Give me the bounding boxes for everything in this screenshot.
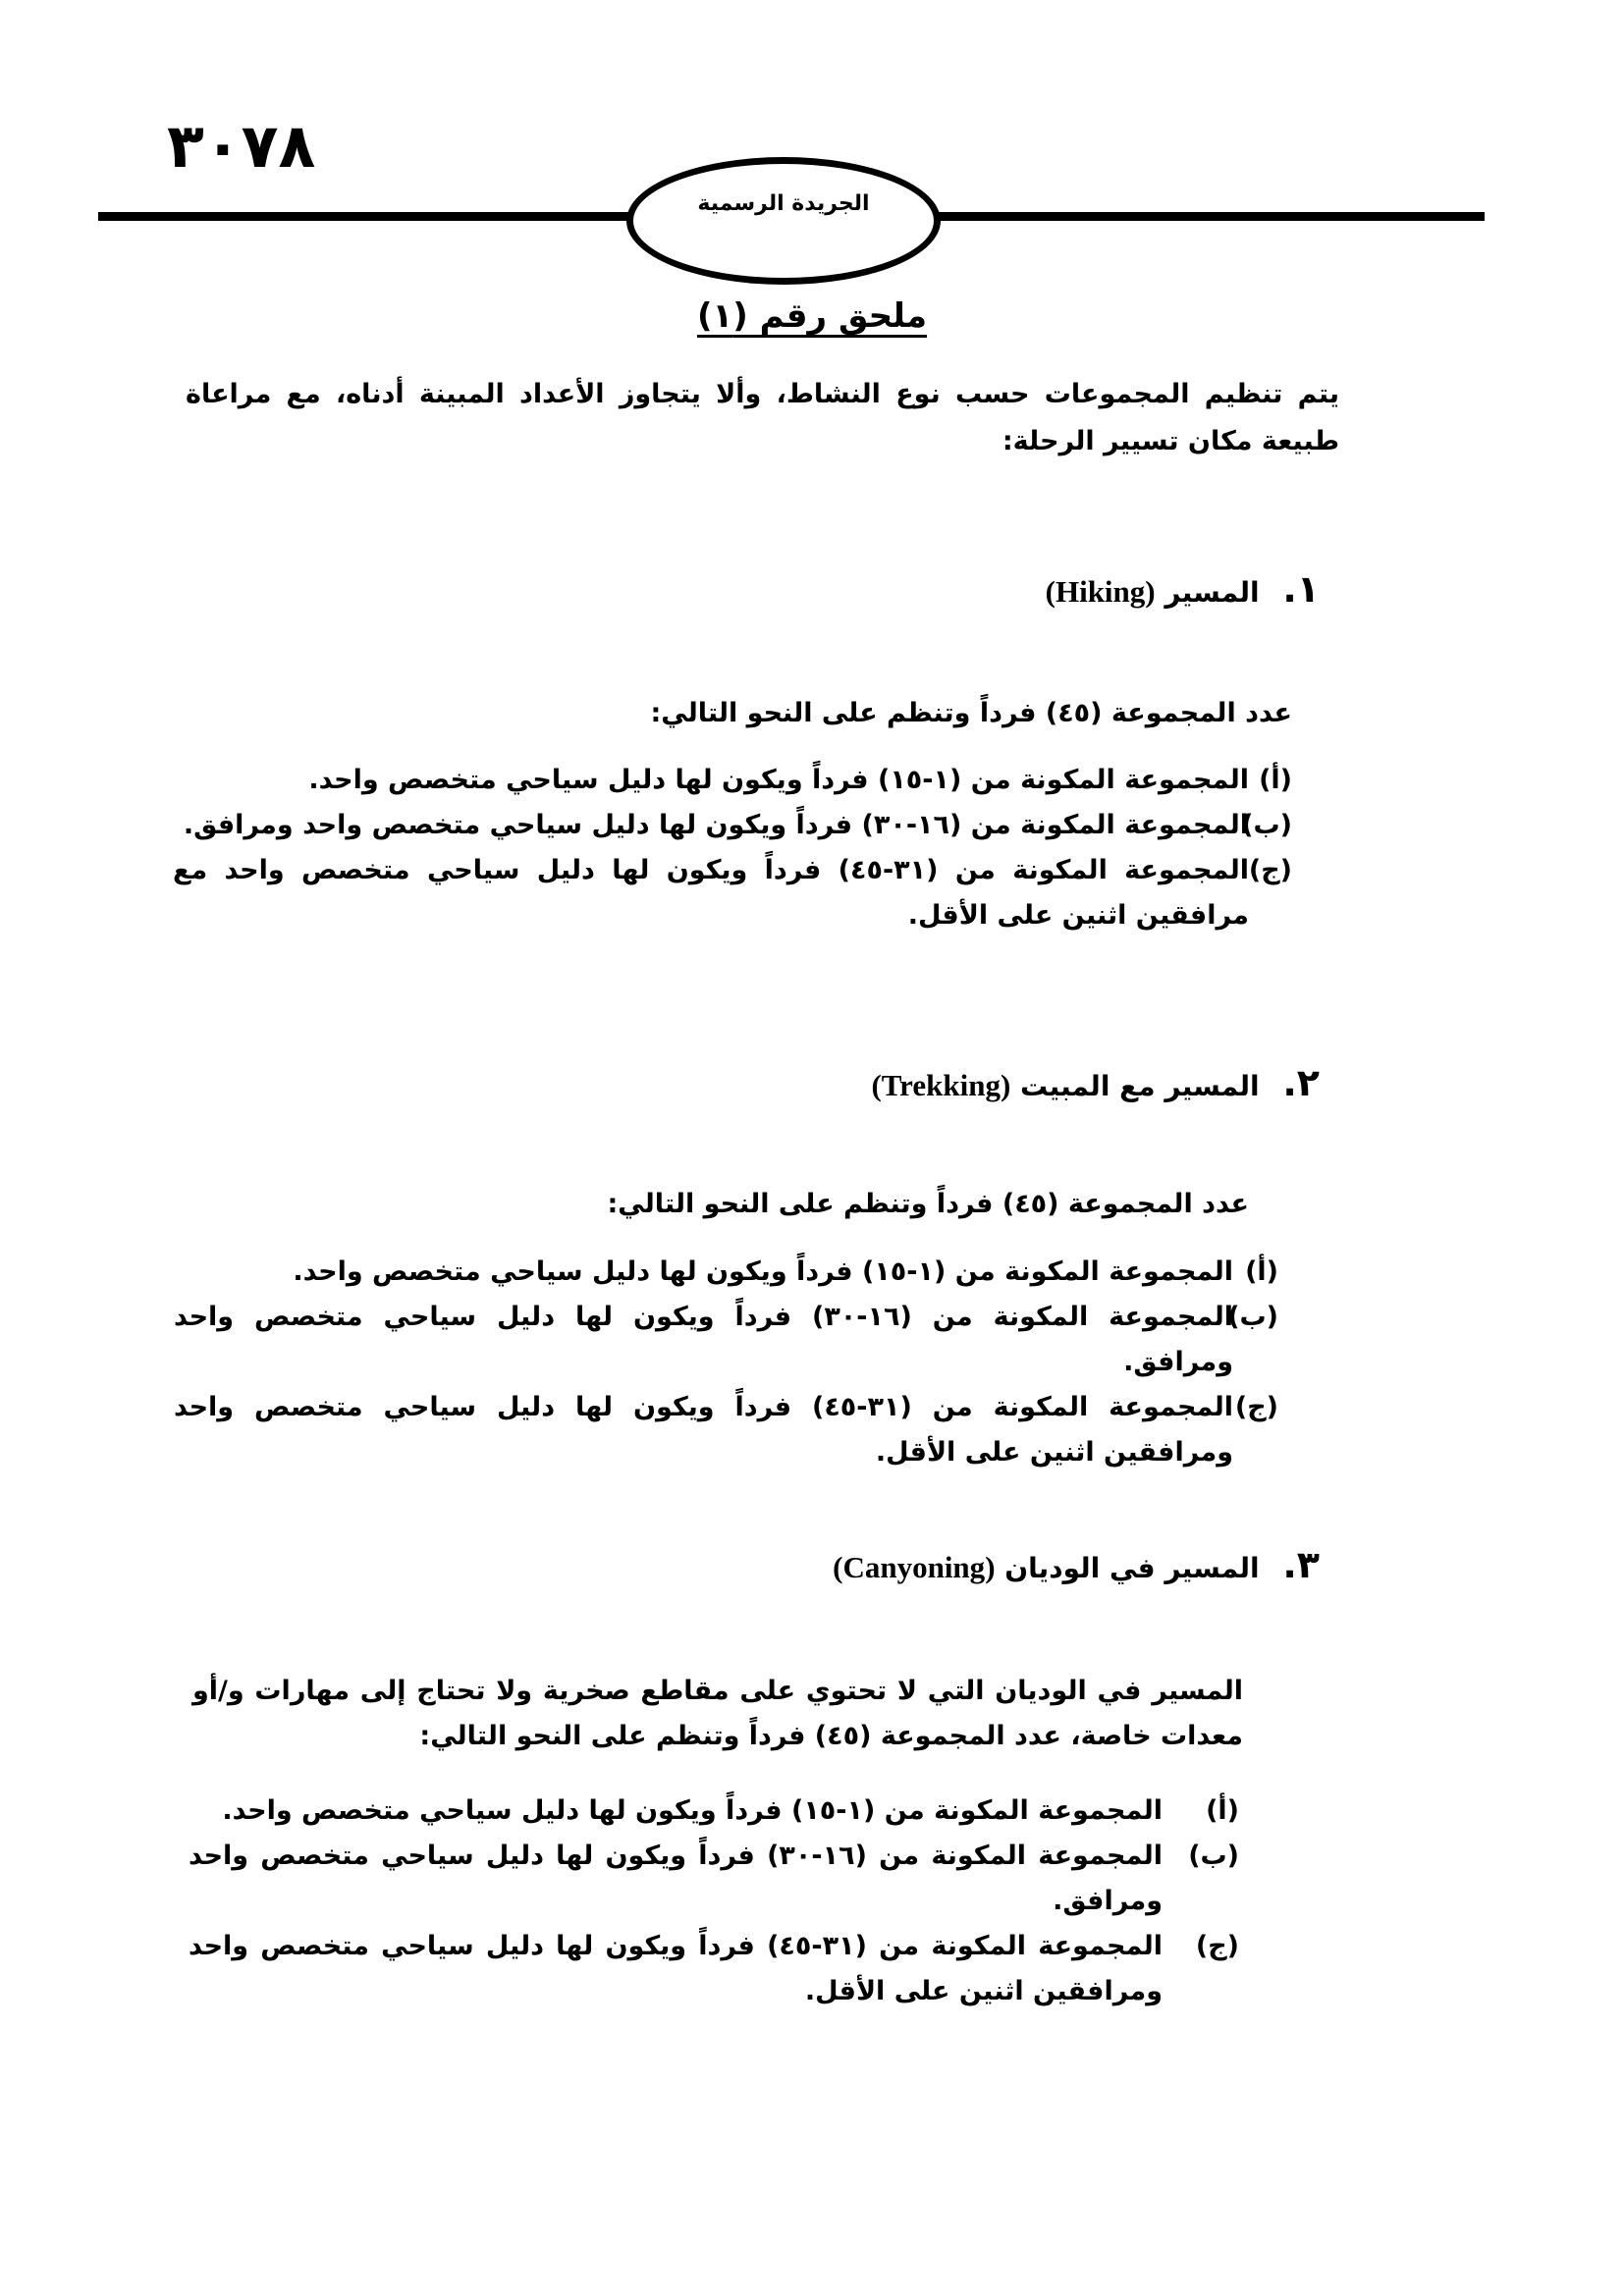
- item-marker: (ج): [1195, 1931, 1239, 1961]
- section-lead-trekking: عدد المجموعة (٤٥) فرداً وتنظم على النحو التالي:: [607, 1189, 1249, 1219]
- section-title-latin: (Canyoning): [833, 1550, 996, 1584]
- item-text: المجموعة المكونة من (١-١٥) فرداً ويكون لها دليل سياحي متخصص واحد.: [222, 1795, 1163, 1826]
- item-text: المجموعة المكونة من (١٦-٣٠) فرداً ويكون لها دليل سياحي متخصص واحد ومرافق.: [189, 1841, 1163, 1916]
- section-number: ٣.: [1282, 1543, 1320, 1586]
- group-list-canyoning: [189, 1789, 1239, 2014]
- section-title: المسير مع المبيت: [1020, 1070, 1260, 1102]
- item-text: المجموعة المكونة من (٣١-٤٥) فرداً ويكون لها دليل سياحي متخصص واحد مع مرافقين اثنين على الأقل.: [173, 855, 1249, 931]
- section-title: المسير: [1164, 576, 1260, 609]
- item-marker: (ج): [1234, 1392, 1278, 1422]
- item-marker: (أ): [1245, 1256, 1278, 1287]
- item-text: المجموعة المكونة من (١-١٥) فرداً ويكون لها دليل سياحي متخصص واحد.: [308, 765, 1249, 795]
- page-number: ٣٠٧٨: [167, 110, 316, 182]
- group-list-hiking: [173, 758, 1292, 938]
- item-text: المجموعة المكونة من (١٦-٣٠) فرداً ويكون لها دليل سياحي متخصص واحد ومرافق.: [174, 1302, 1233, 1377]
- group-list-trekking: [174, 1250, 1278, 1475]
- item-marker: (ب): [1227, 1302, 1278, 1332]
- list-item: [174, 1250, 1278, 1295]
- item-text: المجموعة المكونة من (١-١٥) فرداً ويكون لها دليل سياحي متخصص واحد.: [293, 1256, 1233, 1287]
- item-marker: (ب): [1241, 810, 1292, 840]
- section-title-latin: (Trekking): [871, 1068, 1011, 1102]
- item-text: المجموعة المكونة من (٣١-٤٥) فرداً ويكون لها دليل سياحي متخصص واحد ومرافقين اثنين على الأقل.: [174, 1392, 1233, 1468]
- item-text: المجموعة المكونة من (١٦-٣٠) فرداً ويكون لها دليل سياحي متخصص واحد ومرافق.: [183, 810, 1249, 840]
- gazette-header-oval: [626, 157, 941, 285]
- intro-paragraph: يتم تنظيم المجموعات حسب نوع النشاط، وألا يتجاوز الأعداد المبينة أدناه، مع مراعاة طبيعة مكان تسيير الرحلة:: [186, 379, 1339, 456]
- section-heading-trekking: [871, 1063, 1320, 1106]
- list-item: [189, 1789, 1239, 1834]
- list-item: [189, 1834, 1239, 1924]
- gazette-label: الجريدة الرسمية: [697, 190, 870, 216]
- list-item: [173, 848, 1292, 938]
- section-title-latin: (Hiking): [1045, 574, 1156, 609]
- section-title: المسير في الوديان: [1004, 1552, 1260, 1584]
- section-lead-hiking: عدد المجموعة (٤٥) فرداً وتنظم على النحو التالي:: [650, 698, 1292, 728]
- section-heading-hiking: [1046, 569, 1320, 613]
- item-marker: (أ): [1206, 1795, 1239, 1826]
- list-item: [174, 1295, 1278, 1385]
- section-lead-canyoning: المسير في الوديان التي لا تحتوي على مقاطع صخرية ولا تحتاج إلى مهارات و/أو معدات خاصة، عدد المجموعة (٤٥) فرداً وتنظم على النحو التالي:: [192, 1676, 1243, 1751]
- list-item: [189, 1924, 1239, 2014]
- section-heading-canyoning: [833, 1545, 1320, 1588]
- list-item: [173, 803, 1292, 848]
- section-number: ١.: [1282, 567, 1320, 611]
- list-item: [173, 758, 1292, 803]
- annex-title: ملحق رقم (١): [696, 296, 928, 336]
- item-text: المجموعة المكونة من (٣١-٤٥) فرداً ويكون لها دليل سياحي متخصص واحد ومرافقين اثنين على الأقل.: [189, 1931, 1163, 2006]
- section-number: ٢.: [1282, 1061, 1320, 1104]
- item-marker: (أ): [1259, 765, 1292, 795]
- list-item: [174, 1385, 1278, 1475]
- item-marker: (ب): [1188, 1841, 1239, 1871]
- item-marker: (ج): [1248, 855, 1292, 885]
